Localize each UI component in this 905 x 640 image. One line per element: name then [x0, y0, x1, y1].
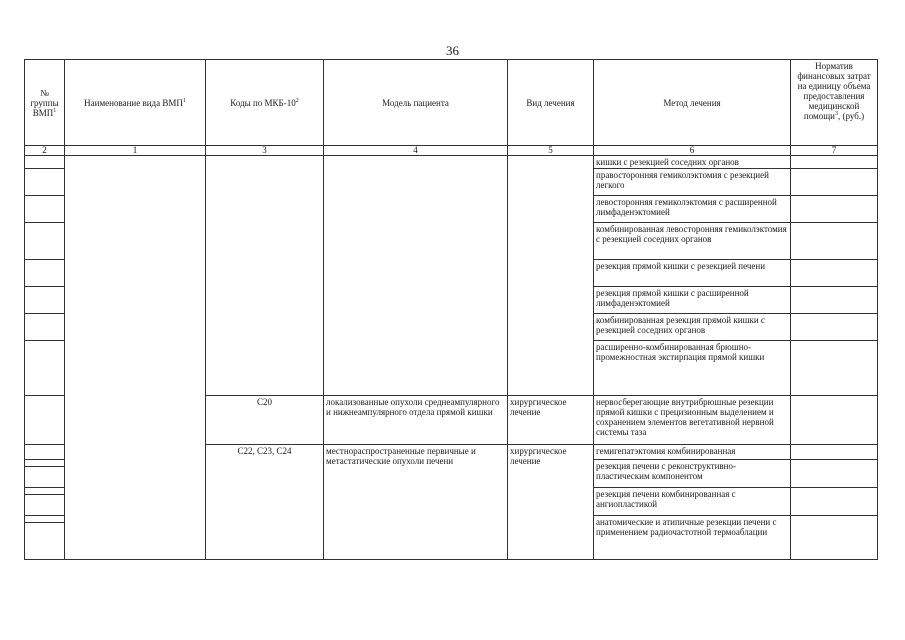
- treatment-type-cell: хирургическое лечение: [508, 445, 594, 560]
- method-cell: анатомические и атипичные резекции печени с применением радиочастотной термоаблации: [594, 516, 791, 560]
- group-cell: [25, 169, 65, 196]
- method-cell: правосторонняя гемиколэктомия с резекцией легкого: [594, 169, 791, 196]
- norm-cell: [791, 516, 878, 560]
- norm-cell: [791, 169, 878, 196]
- method-cell: кишки с резекцией соседних органов: [594, 156, 791, 169]
- group-cell: [25, 488, 65, 495]
- method-cell: левосторонняя гемиколэктомия с расширенной лимфаденэктомией: [594, 196, 791, 223]
- norm-cell: [791, 488, 878, 516]
- group-cell: [25, 460, 65, 467]
- page-number: 36: [446, 43, 459, 58]
- method-cell: резекция прямой кишки с расширенной лимфаденэктомией: [594, 287, 791, 314]
- column-number-row: [25, 146, 878, 156]
- column-number: 6: [594, 146, 791, 156]
- treatment-type-cell: хирургическое лечение: [508, 396, 594, 445]
- method-cell: нервосберегающие внутрибрюшные резекции прямой кишки с прецизионным выделением и сохранением элементов вегетативной нервной системы таза: [594, 396, 791, 445]
- group-cell: [25, 156, 65, 169]
- group-cell: [25, 196, 65, 223]
- table-row: [25, 156, 878, 169]
- norm-cell: [791, 396, 878, 445]
- patient-model-cell: локализованные опухоли среднеампулярного и нижнеампулярного отдела прямой кишки: [324, 396, 508, 445]
- group-cell: [25, 445, 65, 460]
- norm-cell: [791, 223, 878, 260]
- patient-model-cell: [324, 156, 508, 396]
- norm-cell: [791, 156, 878, 169]
- norm-cell: [791, 460, 878, 488]
- vmp-name-cell: [65, 156, 206, 560]
- norm-cell: [791, 196, 878, 223]
- method-cell: резекция печени комбинированная с ангиопластикой: [594, 488, 791, 516]
- group-cell: [25, 396, 65, 445]
- column-number: 7: [791, 146, 878, 156]
- column-number: 2: [25, 146, 65, 156]
- column-number: 3: [206, 146, 324, 156]
- norm-cell: [791, 314, 878, 341]
- vmp-table: [24, 59, 878, 560]
- method-cell: комбинированная левосторонняя гемиколэктомия с резекцией соседних органов: [594, 223, 791, 260]
- header-treatment-method: Метод лечения: [594, 60, 791, 146]
- header-row: [25, 60, 878, 146]
- group-cell: [25, 516, 65, 523]
- group-cell: [25, 467, 65, 488]
- group-cell: [25, 287, 65, 314]
- group-cell: [25, 523, 65, 560]
- header-vmp-name: Наименование вида ВМП$^1$: [65, 60, 206, 146]
- icd-code-cell: C20: [206, 396, 324, 445]
- group-cell: [25, 341, 65, 396]
- header-financial-norm: Норматив финансовых затрат на единицу объема предоставления медицинской помощи$^3$, (руб.): [791, 60, 878, 146]
- method-cell: расширенно-комбинированная брюшно-промежностная экстирпация прямой кишки: [594, 341, 791, 396]
- column-number: 4: [324, 146, 508, 156]
- group-cell: [25, 223, 65, 260]
- icd-code-cell: C22, C23, C24: [206, 445, 324, 560]
- norm-cell: [791, 260, 878, 287]
- method-cell: комбинированная резекция прямой кишки с резекцией соседних органов: [594, 314, 791, 341]
- treatment-type-cell: [508, 156, 594, 396]
- norm-cell: [791, 445, 878, 460]
- patient-model-cell: местнораспространенные первичные и метастатические опухоли печени: [324, 445, 508, 560]
- icd-code-cell: [206, 156, 324, 396]
- method-cell: гемигепатэктомия комбинированная: [594, 445, 791, 460]
- column-number: 1: [65, 146, 206, 156]
- norm-cell: [791, 341, 878, 396]
- group-cell: [25, 314, 65, 341]
- method-cell: резекция прямой кишки с резекцией печени: [594, 260, 791, 287]
- group-cell: [25, 495, 65, 516]
- header-treatment-type: Вид лечения: [508, 60, 594, 146]
- header-icd-codes: Коды по МКБ-$10^2$: [206, 60, 324, 146]
- column-number: 5: [508, 146, 594, 156]
- method-cell: резекция печени с реконструктивно-пластическим компонентом: [594, 460, 791, 488]
- header-group-number: № группы ВМП$^1$: [25, 60, 65, 146]
- header-patient-model: Модель пациента: [324, 60, 508, 146]
- group-cell: [25, 260, 65, 287]
- norm-cell: [791, 287, 878, 314]
